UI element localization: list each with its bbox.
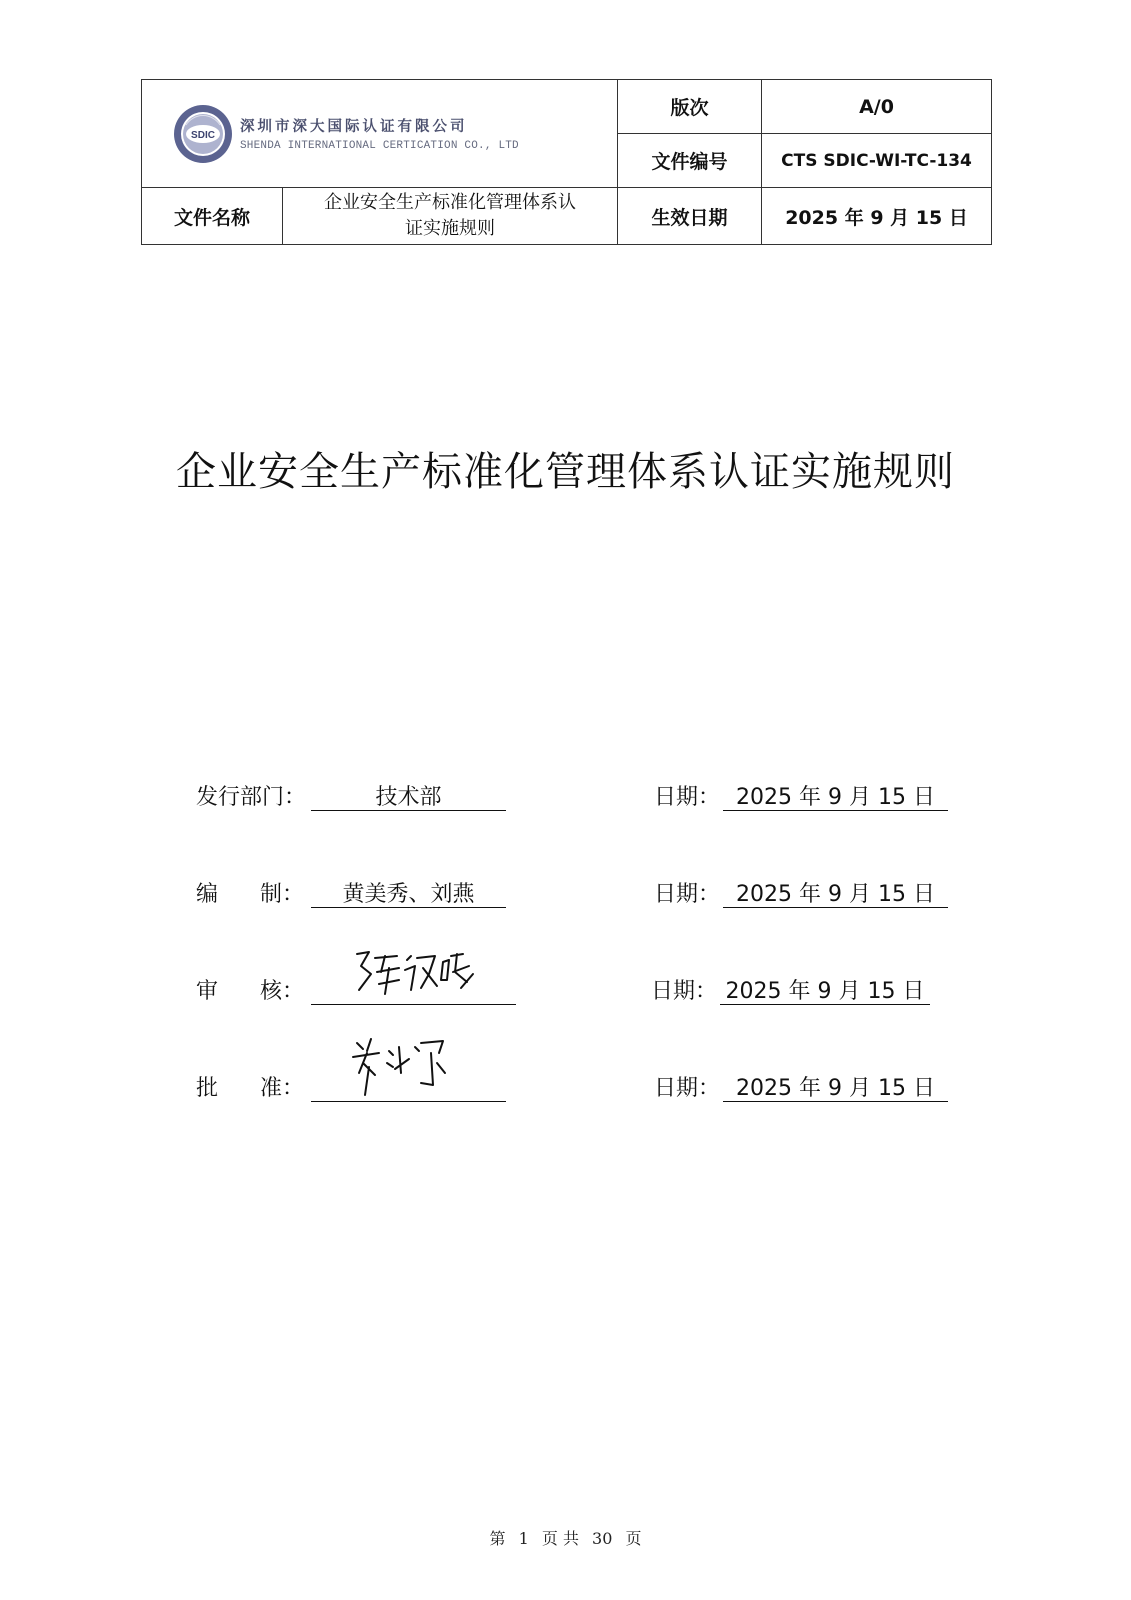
approve-row <box>196 1071 956 1111</box>
prepared-date-field <box>723 877 948 908</box>
issue-date-field <box>723 780 948 811</box>
document-title: 企业安全生产标准化管理体系认证实施规则 <box>176 449 955 495</box>
version-label: 版次 <box>618 80 762 134</box>
review-handwritten-signature <box>351 944 481 1004</box>
company-logo-block <box>142 80 618 188</box>
approve-date-field <box>723 1071 948 1102</box>
review-date-value: 2025 年 9 月 15 日 <box>725 979 925 1004</box>
issue-dept-value: 技术部 <box>375 785 442 810</box>
review-label: 审 核： <box>196 979 304 1004</box>
document-header-table <box>141 79 992 245</box>
doc-name-value <box>283 188 618 245</box>
doc-name-line-2: 证实施规则 <box>405 218 495 239</box>
approve-date-value: 2025 年 9 月 15 日 <box>736 1076 935 1101</box>
footer-total-pages: 30 <box>592 1529 613 1548</box>
issue-dept-label: 发行部门： <box>196 785 307 810</box>
doc-number-value: CTS SDIC-WI-TC-134 <box>762 134 992 188</box>
prepared-date-value: 2025 年 9 月 15 日 <box>736 882 935 907</box>
page-footer <box>0 1526 1131 1549</box>
review-signature-field <box>311 974 516 1005</box>
footer-middle: 页 共 <box>541 1529 579 1548</box>
company-name-cn: 深圳市深大国际认证有限公司 <box>240 118 468 135</box>
approve-signature-field <box>311 1071 506 1102</box>
review-date-field <box>720 974 930 1005</box>
approve-date-label: 日期： <box>654 1076 721 1101</box>
issue-date-label: 日期： <box>654 785 721 810</box>
issue-dept-row <box>196 780 956 820</box>
prepared-date-label: 日期： <box>654 882 721 907</box>
review-date-label: 日期： <box>651 979 718 1004</box>
footer-prefix: 第 <box>489 1529 506 1548</box>
prepared-row <box>196 877 956 917</box>
review-row <box>196 974 956 1014</box>
logo-seal-text: SDIC <box>191 129 215 141</box>
approve-handwritten-signature <box>349 1033 449 1099</box>
prepared-label: 编 制： <box>196 882 304 907</box>
version-value: A/0 <box>762 80 992 134</box>
company-logo-seal-icon <box>172 103 234 165</box>
company-name-en: SHENDA INTERNATIONAL CERTICATION CO., LTD <box>240 140 519 152</box>
effective-date-value: 2025 年 9 月 15 日 <box>762 188 992 245</box>
doc-number-label: 文件编号 <box>618 134 762 188</box>
prepared-field <box>311 877 506 908</box>
issue-date-value: 2025 年 9 月 15 日 <box>736 785 935 810</box>
issue-dept-field <box>311 780 506 811</box>
prepared-value: 黄美秀、刘燕 <box>342 882 475 907</box>
approve-label: 批 准： <box>196 1076 304 1101</box>
doc-name-label: 文件名称 <box>142 188 283 245</box>
doc-name-line-1: 企业安全生产标准化管理体系认 <box>324 192 576 213</box>
effective-date-label: 生效日期 <box>618 188 762 245</box>
footer-suffix: 页 <box>625 1529 642 1548</box>
footer-page-number: 1 <box>518 1529 529 1548</box>
